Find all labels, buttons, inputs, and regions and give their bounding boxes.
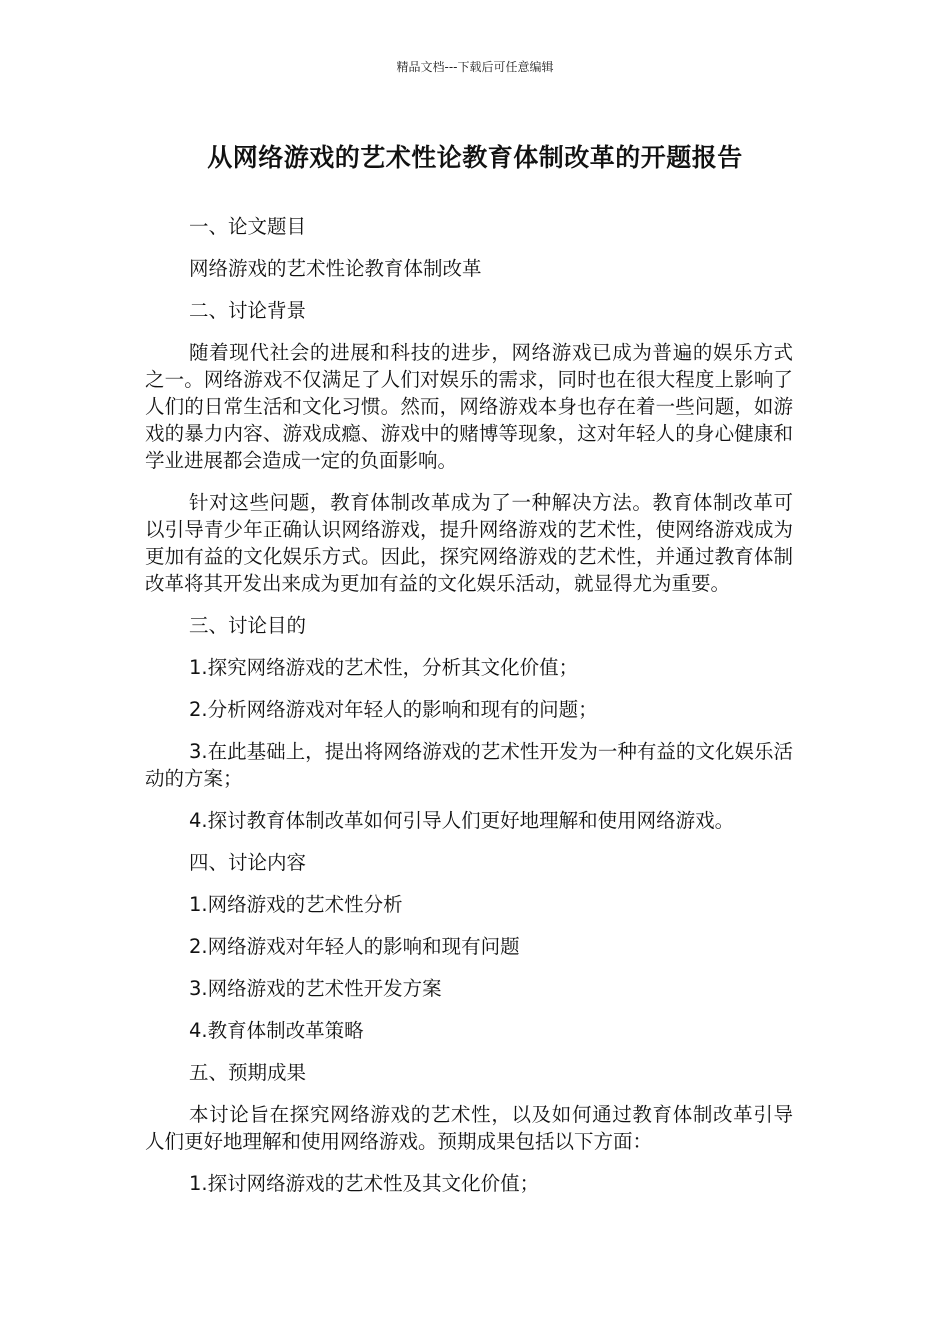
- section-heading-topic: 一、论文题目: [189, 215, 307, 238]
- purpose-item-3: 3.在此基础上，提出将网络游戏的艺术性开发为一种有益的文化娱乐活动的方案；: [145, 740, 793, 790]
- section-heading-content: 四、讨论内容: [189, 851, 307, 874]
- topic-text: 网络游戏的艺术性论教育体制改革: [189, 257, 482, 280]
- outcomes-paragraph: 本讨论旨在探究网络游戏的艺术性，以及如何通过教育体制改革引导人们更好地理解和使用网络游戏。预期成果包括以下方面：: [145, 1103, 793, 1153]
- content-item-2: 2.网络游戏对年轻人的影响和现有问题: [189, 935, 520, 958]
- document-title: 从网络游戏的艺术性论教育体制改革的开题报告: [207, 143, 743, 172]
- content-item-4: 4.教育体制改革策略: [189, 1019, 364, 1042]
- header-note: 精品文档---下载后可任意编辑: [396, 60, 554, 74]
- section-heading-purpose: 三、讨论目的: [189, 614, 307, 637]
- section-heading-background: 二、讨论背景: [189, 299, 307, 322]
- purpose-item-2: 2.分析网络游戏对年轻人的影响和现有的问题；: [189, 698, 598, 721]
- document-body: [145, 213, 793, 1212]
- section-heading-outcomes: 五、预期成果: [189, 1061, 307, 1084]
- purpose-item-4: 4.探讨教育体制改革如何引导人们更好地理解和使用网络游戏。: [189, 809, 735, 832]
- content-item-3: 3.网络游戏的艺术性开发方案: [189, 977, 442, 1000]
- outcome-item-1: 1.探讨网络游戏的艺术性及其文化价值；: [189, 1172, 540, 1195]
- purpose-item-1: 1.探究网络游戏的艺术性，分析其文化价值；: [189, 656, 579, 679]
- background-paragraph-2: 针对这些问题，教育体制改革成为了一种解决方法。教育体制改革可以引导青少年正确认识网络游戏，提升网络游戏的艺术性，使网络游戏成为更加有益的文化娱乐方式。因此，探究网络游戏的艺术性，并通过教育体制改革将其开发出来成为更加有益的文化娱乐活动，就显得尤为重要。: [145, 491, 793, 595]
- background-paragraph-1: 随着现代社会的进展和科技的进步，网络游戏已成为普遍的娱乐方式之一。网络游戏不仅满足了人们对娱乐的需求，同时也在很大程度上影响了人们的日常生活和文化习惯。然而，网络游戏本身也存在着一些问题，如游戏的暴力内容、游戏成瘾、游戏中的赌博等现象，这对年轻人的身心健康和学业进展都会造成一定的负面影响。: [145, 341, 793, 472]
- content-item-1: 1.网络游戏的艺术性分析: [189, 893, 403, 916]
